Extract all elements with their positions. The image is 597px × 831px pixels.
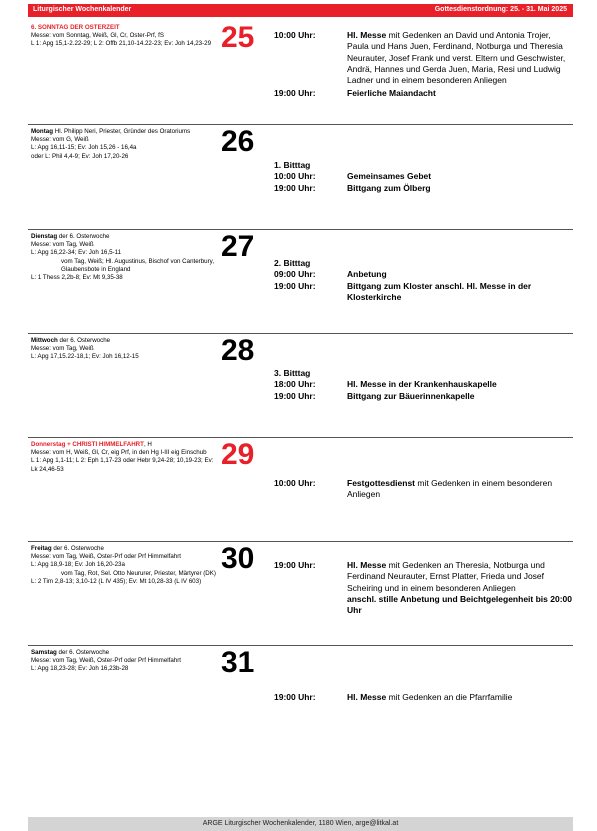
event-time: 19:00 Uhr: (274, 182, 316, 193)
events (274, 478, 574, 501)
event-title: Bittgang zum Kloster anschl. Hl. Messe in der Klosterkirche (347, 280, 532, 302)
event-title: Hl. Messe (347, 692, 387, 702)
event-title: Bittgang zum Ölberg (347, 182, 431, 193)
liturgy-info (31, 233, 221, 282)
liturgy-line: L 1: Apg 1,1-11; L 2: Eph 1,17-23 oder Hebr 9,24-28; 10,19-23; Ev: Lk 24,46-53 (31, 457, 214, 473)
liturgy-line: L: Apg 16,22-34; Ev: Joh 16,5-11 (31, 249, 122, 257)
day-number: 26 (221, 125, 255, 158)
event-time: 19:00 Uhr: (274, 390, 316, 401)
event-row (274, 171, 574, 182)
divider (28, 541, 573, 542)
event-row (274, 560, 574, 616)
events (274, 560, 574, 616)
liturgy-line: L: Apg 18,23-28; Ev: Joh 16,23b-28 (31, 665, 129, 673)
event-note: anschl. stille Anbetung und Beichtgelegenheit bis 20:00 Uhr (347, 593, 572, 616)
day-number: 27 (221, 230, 255, 263)
event-row (274, 281, 574, 304)
divider (28, 437, 573, 438)
liturgy-line: L 1: Apg 15,1-2.22-29; L 2: Offb 21,10-14.22-23; Ev: Joh 14,23-29 (31, 40, 212, 48)
liturgy-line: Messe: vom Sonntag, Weiß, Gl, Cr, Oster-Prf, fS (31, 32, 164, 40)
divider (28, 333, 573, 334)
event-time: 19:00 Uhr: (274, 280, 316, 291)
event-row (274, 391, 574, 402)
liturgy-line: Messe: vom G, Weiß (31, 136, 89, 144)
liturgy-line: Messe: vom Tag, Weiß (31, 241, 94, 249)
liturgy-line: L: Apg 17,15.22-18,1; Ev: Joh 16,12-15 (31, 353, 139, 361)
liturgy-info (31, 337, 221, 362)
day-title-rest: der 6. Osterwoche (56, 649, 110, 656)
day-title-rest: der 6. Osterwoche (57, 337, 111, 344)
day-number: 30 (221, 542, 255, 575)
event-row (274, 183, 574, 194)
event-text: mit Gedenken an David und Antonia Trojer, Paula und Hans Juen, Ferdinand, Notburga und Theresia Neurauter, Josef Frank und verst. Eltern und Geschwister, Andrä, Hannes und Gerda Juen, Maria, Resi und Ludwig Ladner und in einem besonderen Anliegen (347, 30, 566, 86)
event-title: Bittgang zur Bäuerinnenkapelle (347, 390, 475, 401)
event-time: 10:00 Uhr: (274, 30, 316, 40)
footer: ARGE Liturgischer Wochenkalender, 1180 Wien, arge@litkal.at (28, 817, 573, 831)
event-text: mit Gedenken in einem besonderen Anliegen (347, 478, 553, 500)
event-title: Hl. Messe (347, 30, 387, 40)
divider (28, 645, 573, 646)
event-time: 10:00 Uhr: (274, 478, 316, 488)
day-title: Montag (31, 128, 53, 135)
event-time: 19:00 Uhr: (274, 560, 316, 570)
bitttag-label: 1. Bitttag (274, 160, 311, 170)
day-number: 28 (221, 334, 255, 367)
day-title-rest: , H (143, 441, 152, 448)
event-text: mit Gedenken an die Pfarrfamilie (386, 692, 513, 702)
liturgy-info (31, 545, 221, 586)
events (274, 368, 574, 402)
liturgy-line: L: Apg 18,9-18; Ev: Joh 16,20-23a (31, 561, 125, 569)
liturgy-line: Messe: vom Tag, Weiß (31, 345, 94, 353)
event-title: Hl. Messe in der Krankenhauskapelle (347, 379, 497, 390)
event-row (274, 88, 574, 99)
event-row (274, 692, 574, 703)
events (274, 160, 574, 194)
events (274, 692, 574, 703)
divider (28, 124, 573, 125)
liturgy-alt-line: vom Tag, Weiß; Hl. Augustinus, Bischof von Canterbury, Glaubensbote in England (61, 257, 215, 273)
header-date-range: Gottesdienstordnung: 25. - 31. Mai 2025 (434, 6, 567, 13)
event-title: Festgottesdienst (347, 478, 416, 488)
day-title-rest: der 6. Osterwoche (51, 545, 104, 552)
event-time: 18:00 Uhr: (274, 379, 316, 390)
day-number: 25 (221, 21, 255, 54)
events (274, 258, 574, 303)
day-title: 6. SONNTAG DER OSTERZEIT (31, 24, 120, 31)
liturgy-line: Messe: vom Tag, Weiß, Oster-Prf oder Prf Himmelfahrt (31, 553, 182, 561)
day-title: Mittwoch (31, 337, 58, 344)
event-row (274, 30, 574, 86)
events (274, 30, 574, 100)
liturgy-line: oder L: Phil 4,4-9; Ev: Joh 17,20-26 (31, 152, 129, 160)
event-row (274, 379, 574, 390)
event-time: 10:00 Uhr: (274, 171, 316, 182)
divider (28, 229, 573, 230)
liturgy-line: L: Apg 16,11-15; Ev: Joh 15,26 - 16,4a (31, 144, 137, 152)
day-number: 31 (221, 646, 255, 679)
event-title: Gemeinsames Gebet (347, 171, 432, 182)
day-title: Donnerstag + CHRISTI HIMMELFAHRT (31, 441, 144, 448)
liturgy-line: Messe: vom H, Weiß, Gl, Cr, eig Prf, in den Hg I-III eig Einschub (31, 449, 207, 457)
event-title: Hl. Messe (347, 560, 387, 570)
day-title: Dienstag (31, 233, 58, 240)
event-time: 09:00 Uhr: (274, 269, 316, 280)
event-time: 19:00 Uhr: (274, 88, 316, 99)
event-row (274, 269, 574, 280)
liturgy-alt-line: vom Tag, Rot, Sel. Otto Neururer, Priester, Märtyrer (DK) (61, 569, 216, 577)
header-left-title: Liturgischer Wochenkalender (33, 6, 132, 13)
liturgy-info (31, 24, 221, 49)
day-title: Samstag (31, 649, 57, 656)
event-title: Anbetung (347, 269, 387, 280)
day-title-rest: der 6. Osterwoche (57, 233, 110, 240)
bitttag-label: 2. Bitttag (274, 258, 311, 268)
liturgy-line: Messe: vom Tag, Weiß, Oster-Prf oder Prf Himmelfahrt (31, 657, 182, 665)
liturgy-line: L: 1 Thess 2,2b-8; Ev: Mt 9,35-38 (31, 274, 123, 282)
day-title-rest: Hl. Philipp Neri, Priester, Gründer des Oratoriums (53, 128, 191, 135)
liturgy-info (31, 649, 221, 674)
day-title: Freitag (31, 545, 52, 552)
bitttag-label: 3. Bitttag (274, 368, 311, 378)
header-bar (28, 4, 573, 17)
liturgy-info (31, 128, 221, 161)
event-text: mit Gedenken an Theresia, Notburga und Ferdinand Neurauter, Ernst Platter, Frieda und Josef Scheiring und in einem besonderen Anliegen (347, 560, 545, 593)
day-number: 29 (221, 438, 255, 471)
liturgy-info (31, 441, 221, 474)
event-time: 19:00 Uhr: (274, 692, 316, 702)
event-row (274, 478, 574, 501)
event-title: Feierliche Maiandacht (347, 88, 436, 99)
liturgy-line: L: 2 Tim 2,8-13; 3,10-12 (L IV 435); Ev: Mt 10,28-33 (L IV 603) (31, 577, 202, 585)
